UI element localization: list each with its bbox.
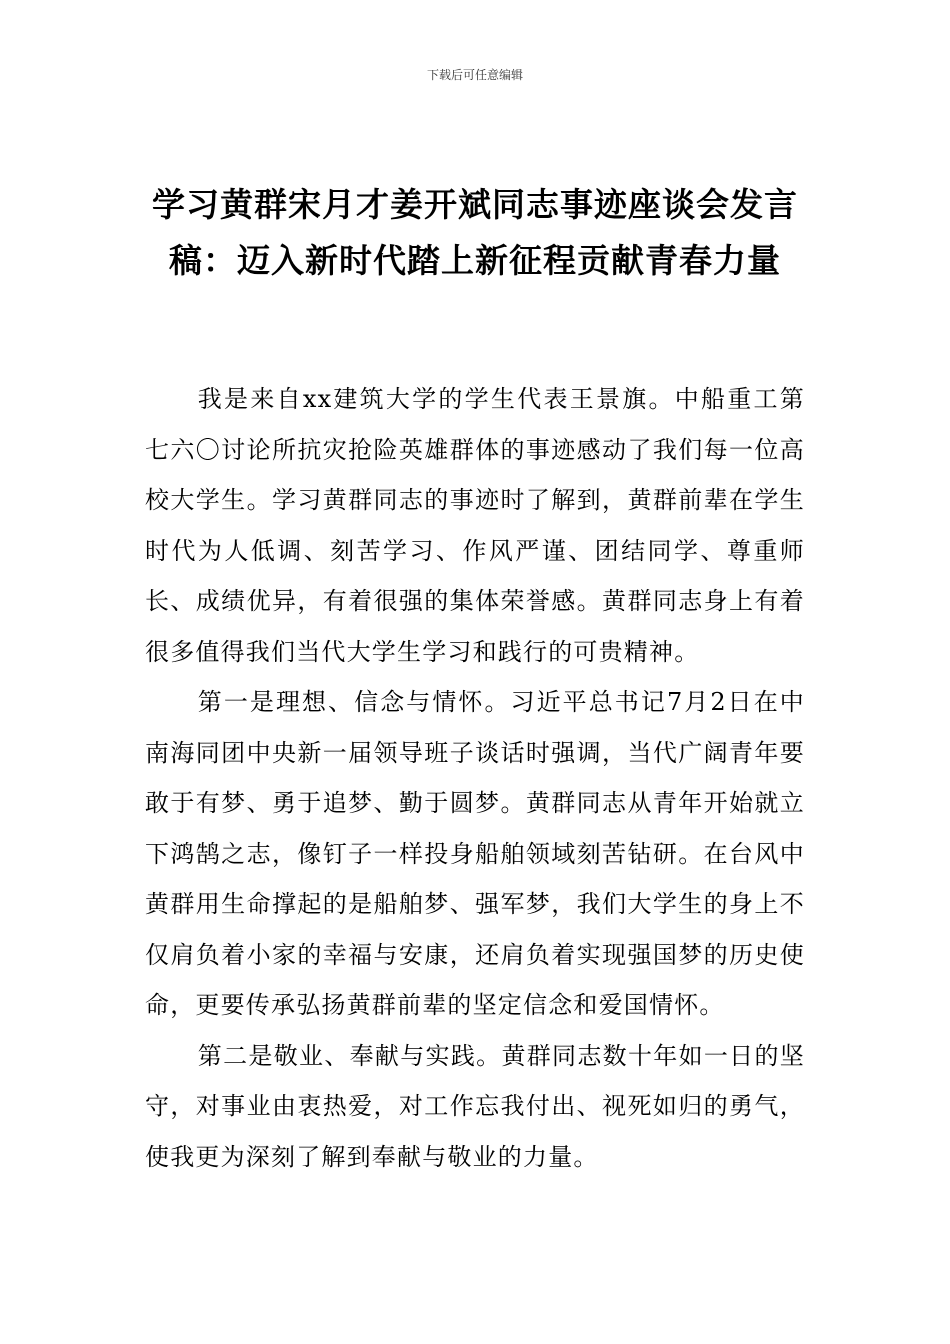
paragraph-first-point: 第一是理想、信念与情怀。习近平总书记7月2日在中南海同团中央新一届领导班子谈话时强调，当代广阔青年要敢于有梦、勇于追梦、勤于圆梦。黄群同志从青年开始就立下鸿鹄之志，像钉子一样投身船舶领域刻苦钻研。在台风中黄群用生命撑起的是船舶梦、强军梦，我们大学生的身上不仅肩负着小家的幸福与安康，还肩负着实现强国梦的历史使命，更要传承弘扬黄群前辈的坚定信念和爱国情怀。 — [145, 688, 805, 1019]
paragraph-intro: 我是来自xx建筑大学的学生代表王景旗。中船重工第七六〇讨论所抗灾抢险英雄群体的事迹感动了我们每一位高校大学生。学习黄群同志的事迹时了解到，黄群前辈在学生时代为人低调、刻苦学习、作风严谨、团结同学、尊重师长、成绩优异，有着很强的集体荣誉感。黄群同志身上有着很多值得我们当代大学生学习和践行的可贵精神。 — [145, 385, 805, 666]
document-title: 学习黄群宋月才姜开斌同志事迹座谈会发言稿：迈入新时代踏上新征程贡献青春力量 — [152, 185, 798, 280]
paragraph-second-point: 第二是敬业、奉献与实践。黄群同志数十年如一日的坚守，对事业由衷热爱，对工作忘我付出、视死如归的勇气，使我更为深刻了解到奉献与敬业的力量。 — [145, 1041, 805, 1171]
document-body — [145, 374, 805, 1182]
header-note: 下载后可任意编辑 — [426, 68, 523, 82]
